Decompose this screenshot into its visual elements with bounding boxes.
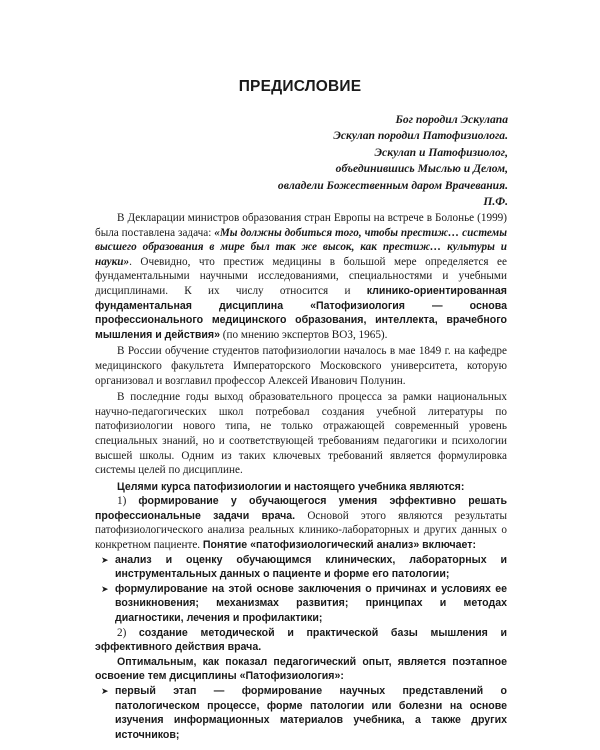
discipline-definition: клинико-ориентированная фундаментальная дисциплина «Патофизиология — основа профессионального медицинского образования, интеллекта, врачебного мышления и действия» bbox=[95, 284, 507, 341]
paragraph-staged: Оптимальным, как показал педагогический опыт, является поэтапное освоение тем дисциплины «Патофизиология»: bbox=[95, 655, 507, 683]
epigraph bbox=[88, 112, 508, 210]
paragraph-history: В России обучение студентов патофизиологии началось в мае 1849 г. на кафедре медицинского факультета Императорского Московского университета, которую организовал и возглавил профессор Алексей Иванович Полунин. bbox=[95, 345, 507, 387]
bologna-quote: «Мы должны добиться того, чтобы престиж… системы высшего образования в мире был так же высок, как престиж… культуры и науки» bbox=[95, 226, 507, 268]
body-text bbox=[95, 211, 507, 742]
epigraph-line: Эскулап породил Патофизиолога. bbox=[333, 129, 508, 143]
epigraph-line: Бог породил Эскулапа bbox=[395, 113, 508, 126]
list-item: ➤ анализ и оценку обучающимся клинических, лабораторных и инструментальных данных о пациенте и форме его патологии; bbox=[101, 553, 507, 581]
goal-1: 1) формирование у обучающегося умения эффективно решать профессиональные задачи врача. Основой этого являются результаты патофизиологического анализа реальных клинико-лабораторных и других данных о конкретном пациенте. Понятие «патофизиологический анализ» включает: bbox=[95, 495, 507, 552]
goals-heading: Целями курса патофизиологии и настоящего учебника являются: bbox=[117, 480, 465, 493]
paragraph-bologna: В Декларации министров образования стран Европы на встрече в Болонье (1999) была поставлена задача: «Мы должны добиться того, чтобы престиж… системы высшего образования в мире был так же высок, как престиж… культуры и науки». Очевидно, что престиж медицины в большой мере определяется ее фундаментальными научными исследованиями, специальностями и учебными дисциплинами. К их числу относится и клинико-ориентированная фундаментальная дисциплина «Патофизиология — основа профессионального медицинского образования, интеллекта, врачебного мышления и действия» (по мнению экспертов ВОЗ, 1965). bbox=[95, 212, 507, 341]
epigraph-line: объединившись Мыслью и Делом, bbox=[335, 162, 508, 176]
epigraph-line: овладели Божественным даром Врачевания. bbox=[277, 178, 508, 192]
list-item: ➤ первый этап — формирование научных представлений о патологическом процессе, форме патологии или болезни на основе изучения информационных материалов учебника, а также других источников; bbox=[101, 685, 507, 741]
list-item: ➤ формулирование на этой основе заключения о причинах и условиях ее возникновения; механизмах развития; принципах и методах диагностики, лечения и профилактики; bbox=[101, 582, 507, 625]
arrowhead-bullet-icon: ➤ bbox=[101, 583, 109, 594]
epigraph-signature: П.Ф. bbox=[483, 195, 508, 209]
arrowhead-bullet-icon: ➤ bbox=[101, 554, 109, 565]
goal-2: 2) создание методической и практической базы мышления и эффективного действия врача. bbox=[95, 626, 507, 654]
epigraph-line: Эскулап и Патофизиолог, bbox=[374, 145, 508, 159]
arrowhead-bullet-icon: ➤ bbox=[101, 686, 109, 696]
page-title: ПРЕДИСЛОВИЕ bbox=[238, 78, 362, 95]
paragraph-modern: В последние годы выход образовательного процесса за рамки национальных научно-педагогических школ потребовал создания учебной литературы по патофизиологии нового типа, не только отражающей современный уровень специальных знаний, но и соответствующей требованиям педагогики и психологии высшей школы. Одним из таких ключевых требований является формулировка системы целей по дисциплине. bbox=[95, 391, 507, 477]
